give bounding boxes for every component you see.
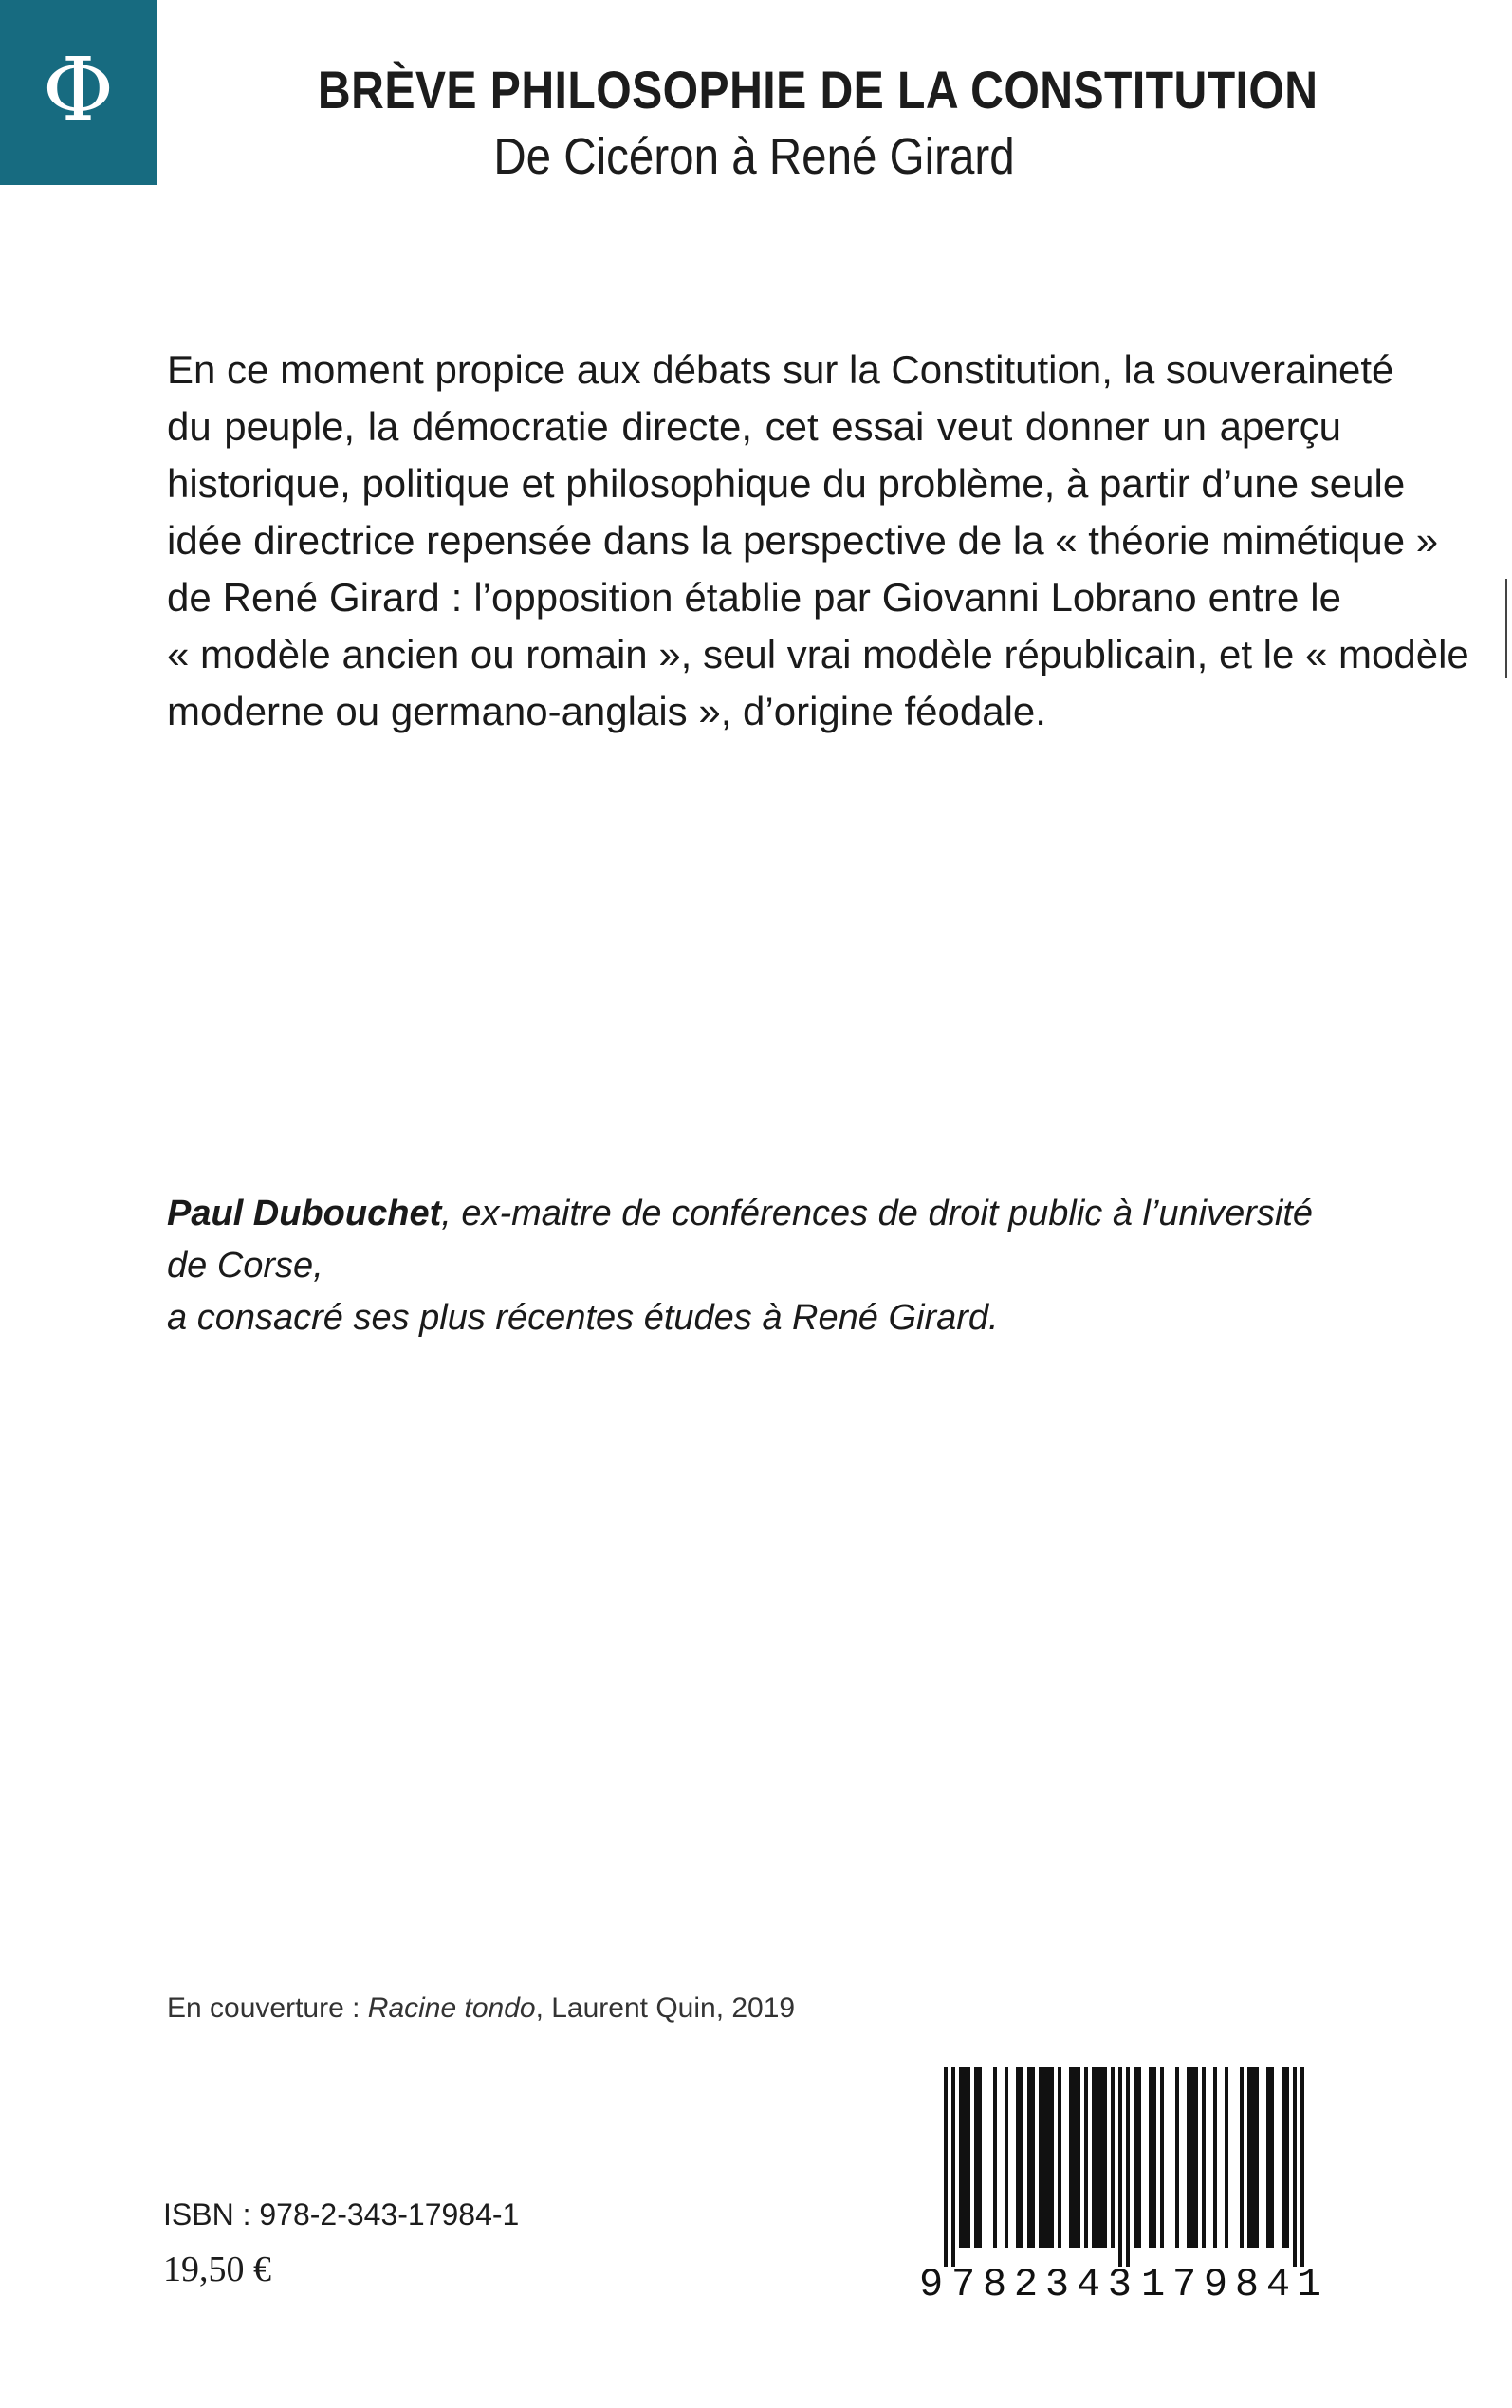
isbn-text: ISBN : 978-2-343-17984-1 [163,2197,520,2232]
barcode-bar [1092,2067,1107,2248]
blurb-line: de René Girard : l’opposition établie par Giovanni Lobrano entre le [167,575,1341,620]
barcode-bar [974,2067,982,2248]
blurb-line: En ce moment propice aux débats sur la Constitution, la souveraineté [167,347,1394,392]
barcode-bar [1187,2067,1198,2248]
blurb-line: moderne ou germano-anglais », d’origine féodale. [167,689,1046,733]
book-subtitle: De Cicéron à René Girard [493,128,1015,185]
barcode-bar [1058,2067,1061,2248]
barcode-bar [951,2067,955,2267]
barcode-bar [1293,2067,1297,2267]
author-bio-line-2: a consacré ses plus récentes études à René Girard. [167,1298,999,1338]
price-text: 19,50 € [163,2250,271,2289]
barcode-bar [1225,2067,1228,2248]
barcode-bar [1027,2067,1035,2248]
barcode-bar [1160,2067,1164,2248]
barcode-bar [1202,2067,1206,2248]
cover-credit-work: Racine tondo [367,1992,536,2024]
barcode-bar [959,2067,970,2248]
blurb-line: du peuple, la démocratie directe, cet essai veut donner un aperçu [167,404,1341,449]
cover-credit-suffix: , Laurent Quin, 2019 [535,1992,796,2024]
barcode-bar [1111,2067,1115,2248]
publisher-logo [0,0,157,185]
spine-edge-mark [1505,579,1507,678]
barcode-bar [993,2067,997,2248]
back-cover-blurb [167,342,1469,740]
barcode-bars [944,2067,1304,2267]
barcode-bar [1240,2067,1244,2248]
author-bio [167,1188,1341,1344]
barcode-bar [1016,2067,1023,2248]
barcode-bar [1282,2067,1289,2248]
barcode-bar [1149,2067,1156,2248]
barcode-bar [1213,2067,1217,2248]
barcode-bar [1039,2067,1054,2248]
barcode-bar [1175,2067,1179,2248]
barcode-bar [1005,2067,1008,2248]
barcode-bar [1247,2067,1259,2248]
barcode-bar [1300,2067,1304,2267]
author-name: Paul Dubouchet [167,1194,442,1233]
blurb-line: historique, politique et philosophique du problème, à partir d’une seule [167,461,1406,506]
barcode-left-digits: 782343 [951,2262,1132,2301]
barcode-first-digit: 9 [919,2262,944,2301]
barcode-bar [944,2067,948,2267]
barcode-bar [1126,2067,1130,2267]
barcode-bar [1134,2067,1141,2248]
barcode-bar [1266,2067,1274,2248]
barcode-bar [1118,2067,1122,2267]
isbn-barcode [906,2064,1342,2301]
barcode-bar [1069,2067,1080,2248]
cover-credit [167,1992,795,2025]
blurb-line: idée directrice repensée dans la perspective de la « théorie mimétique » [167,518,1439,563]
book-title: BRÈVE PHILOSOPHIE DE LA CONSTITUTION [317,60,1318,120]
barcode-right-digits: 179841 [1141,2262,1321,2301]
author-bio-line-1: , ex-maitre de conférences de droit public à l’université de Corse, [167,1194,1314,1286]
blurb-line: « modèle ancien ou romain », seul vrai modèle républicain, et le « modèle [167,632,1469,676]
cover-credit-prefix: En couverture : [167,1992,368,2024]
barcode-bar [1084,2067,1088,2248]
phi-logo-icon: Φ [42,38,115,140]
